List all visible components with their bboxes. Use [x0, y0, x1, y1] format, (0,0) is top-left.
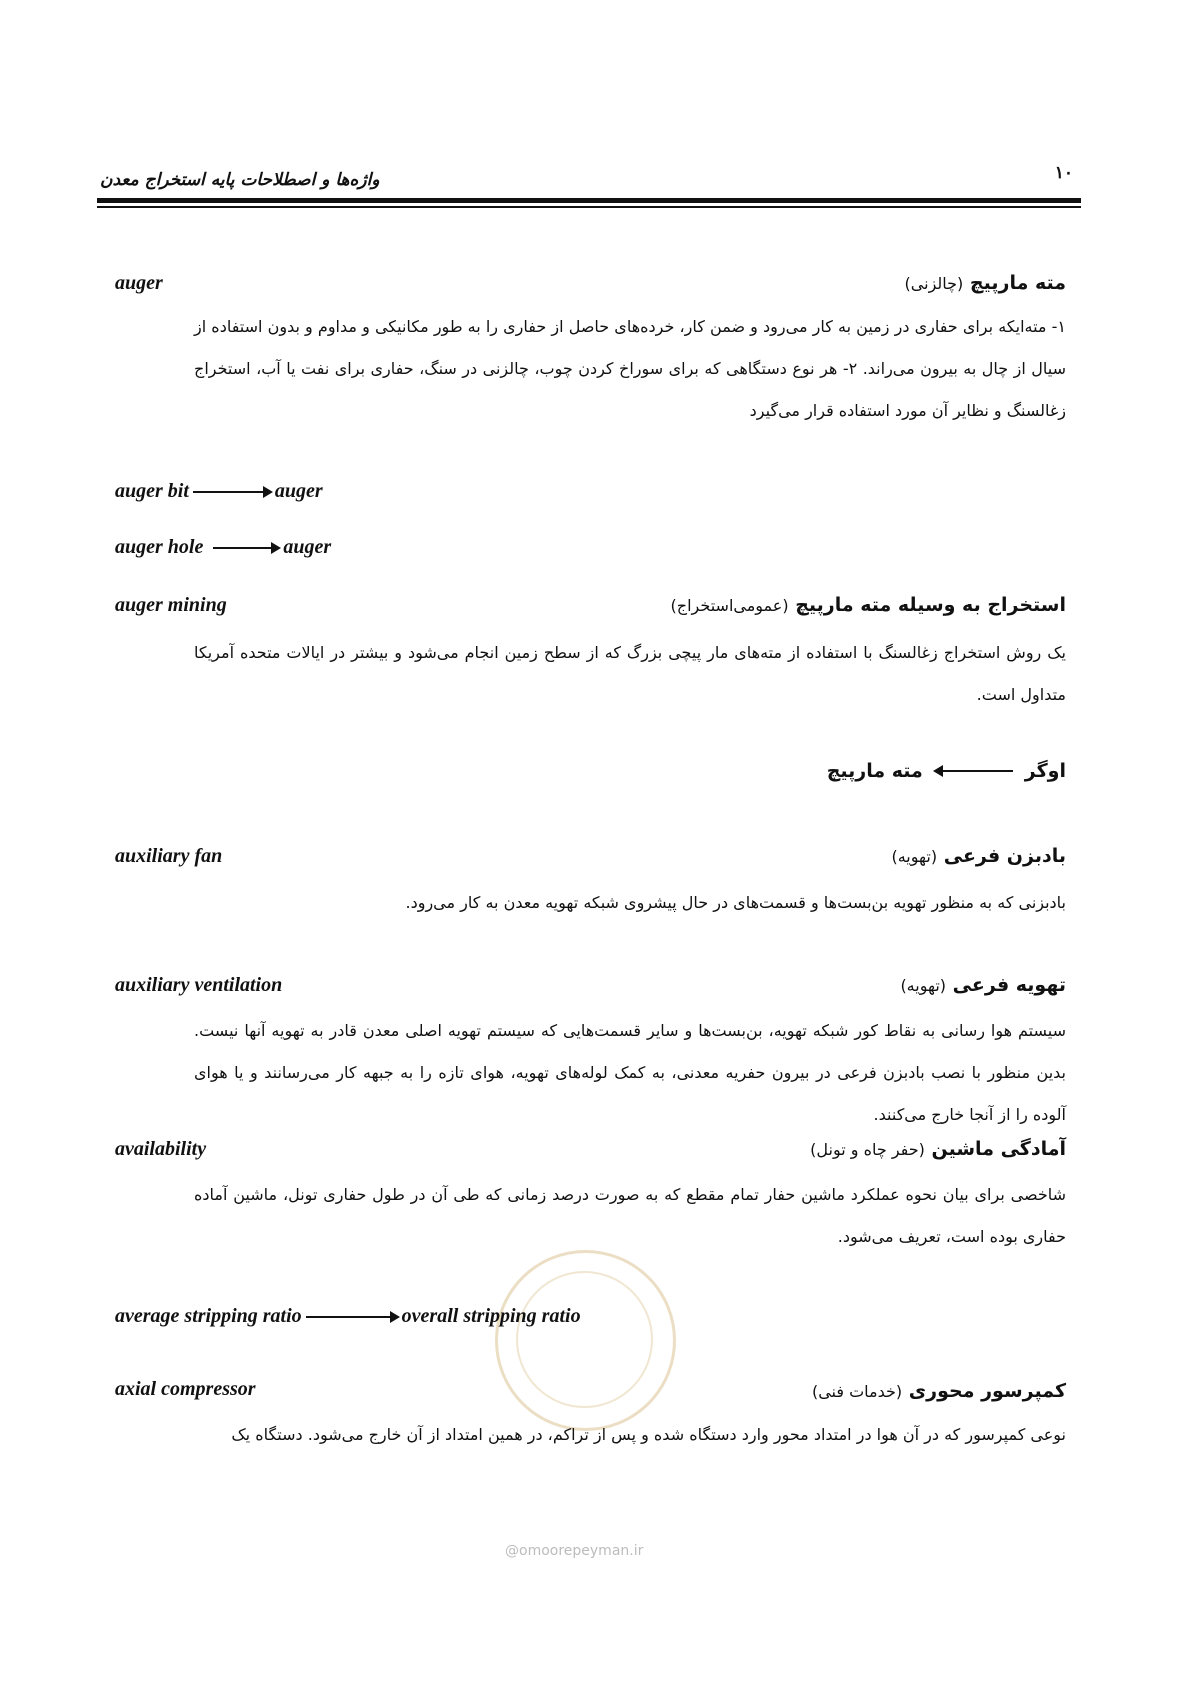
- entry-auxiliary-ventilation-en: auxiliary ventilation: [115, 974, 283, 996]
- entry-axial-compressor-en: axial compressor: [115, 1378, 256, 1400]
- xref-average-stripping-ratio-from: average stripping ratio: [115, 1305, 302, 1327]
- entry-auxiliary-ventilation-body: سیستم هوا رسانی به نقاط کور شبکه تهویه، بن‌بست‌ها و سایر قسمت‌هایی که سیستم تهویه اصلی معدن قادر به تهویه آنها نیست. بدین منظور با نصب بادبزن فرعی در بیرون حفریه معدنی، به کمک لوله‌های تهویه، هوای تازه را به جبهه کار می‌رسانند و یا هوای آلوده را از آنجا خارج می‌کنند.: [194, 1021, 1066, 1124]
- entry-availability-en: availability: [115, 1138, 207, 1160]
- entry-auxiliary-fan-body: بادبزنی که به منظور تهویه بن‌بست‌ها و قسمت‌های در حال پیشروی شبکه تهویه معدن به کار می‌رود.: [405, 893, 1066, 912]
- entry-auger-mining-body: یک روش استخراج زغالسنگ با استفاده از مته‌های مار پیچی بزرگ که از سطح زمین انجام می‌شود و بیشتر در ایالات متحده آمریکا متداول است.: [194, 643, 1066, 704]
- xref-ogar-from: اوگر: [1024, 760, 1066, 782]
- header-rule-thin: [97, 206, 1081, 208]
- watermark-url: @omoorepeyman.ir: [505, 1543, 644, 1559]
- entry-auxiliary-fan-en: auxiliary fan: [115, 845, 223, 867]
- entry-auger-en: auger: [115, 272, 163, 294]
- entry-auxiliary-fan-title: بادبزن فرعی: [943, 845, 1066, 867]
- arrow-left-icon: [935, 770, 1013, 772]
- entry-auger-mining-fa-title: [671, 594, 1066, 616]
- header-rule-thick: [97, 198, 1081, 203]
- xref-average-stripping-ratio: [115, 1305, 581, 1328]
- xref-auger-hole: [115, 536, 331, 559]
- xref-auger-hole-from: auger hole: [115, 536, 204, 558]
- entry-auger-fa-title: [905, 272, 1066, 294]
- entry-availability-category: (حفر چاه و تونل): [810, 1140, 925, 1159]
- running-title: واژه‌ها و اصطلاحات پایه استخراج معدن: [100, 170, 380, 190]
- entry-auger-mining-category: (عمومی‌استخراج): [670, 596, 789, 615]
- xref-auger-bit-from: auger bit: [115, 480, 189, 502]
- entry-availability-title: آمادگی ماشین: [931, 1138, 1066, 1160]
- xref-average-stripping-ratio-to: overall stripping ratio: [401, 1305, 581, 1327]
- entry-auger-mining-title: استخراج به وسیله مته مارپیچ: [795, 594, 1066, 616]
- xref-ogar: [827, 760, 1066, 782]
- entry-auxiliary-ventilation-fa-title: [900, 974, 1066, 996]
- entry-axial-compressor-category: (خدمات فنی): [811, 1382, 903, 1401]
- watermark-seal-inner: [516, 1271, 653, 1408]
- xref-auger-bit-to: auger: [274, 480, 323, 502]
- xref-auger-hole-to: auger: [283, 536, 332, 558]
- xref-ogar-to: مته مارپیچ: [826, 760, 923, 782]
- arrow-right-icon: [306, 1316, 398, 1318]
- entry-auger-category: (چالزنی): [904, 274, 964, 293]
- entry-auger-body: ۱- مته‌ایکه برای حفاری در زمین به کار می‌رود و ضمن کار، خرده‌های حاصل از حفاری را به طور مکانیکی و مداوم و بدون استفاده از سیال از چال به بیرون می‌راند. ۲- هر نوع دستگاهی که برای سوراخ کردن چوب، چالزنی در سنگ، حفاری برای نفت یا آب، استخراج زغالسنگ و نظایر آن مورد استفاده قرار می‌گیرد: [194, 317, 1067, 420]
- arrow-right-icon: [213, 547, 279, 549]
- entry-auger-mining-en: auger mining: [115, 594, 227, 616]
- watermark-seal: [495, 1250, 676, 1431]
- entry-axial-compressor-fa-title: [812, 1380, 1066, 1402]
- entry-axial-compressor-title: کمپرسور محوری: [908, 1380, 1066, 1402]
- arrow-right-icon: [193, 491, 271, 493]
- entry-axial-compressor-body: نوعی کمپرسور که در آن هوا در امتداد محور وارد دستگاه شده و پس از تراکم، در همین امتداد از آن خارج می‌شود. دستگاه یک: [231, 1425, 1066, 1444]
- entry-auxiliary-fan-category: (تهویه): [891, 847, 938, 866]
- entry-auxiliary-fan-fa-title: [891, 845, 1066, 867]
- entry-auxiliary-ventilation-category: (تهویه): [900, 976, 947, 995]
- entry-availability-fa-title: [810, 1138, 1066, 1160]
- page-number: ۱۰: [1054, 163, 1073, 183]
- entry-auxiliary-ventilation-title: تهویه فرعی: [952, 974, 1066, 996]
- entry-auger-title: مته مارپیچ: [969, 272, 1066, 294]
- xref-auger-bit: [115, 480, 323, 503]
- entry-availability-body: شاخصی برای بیان نحوه عملکرد ماشین حفار تمام مقطع که به صورت درصد زمانی که طی آن در طول حفاری تونل، ماشین آماده حفاری بوده است، تعریف می‌شود.: [194, 1185, 1066, 1246]
